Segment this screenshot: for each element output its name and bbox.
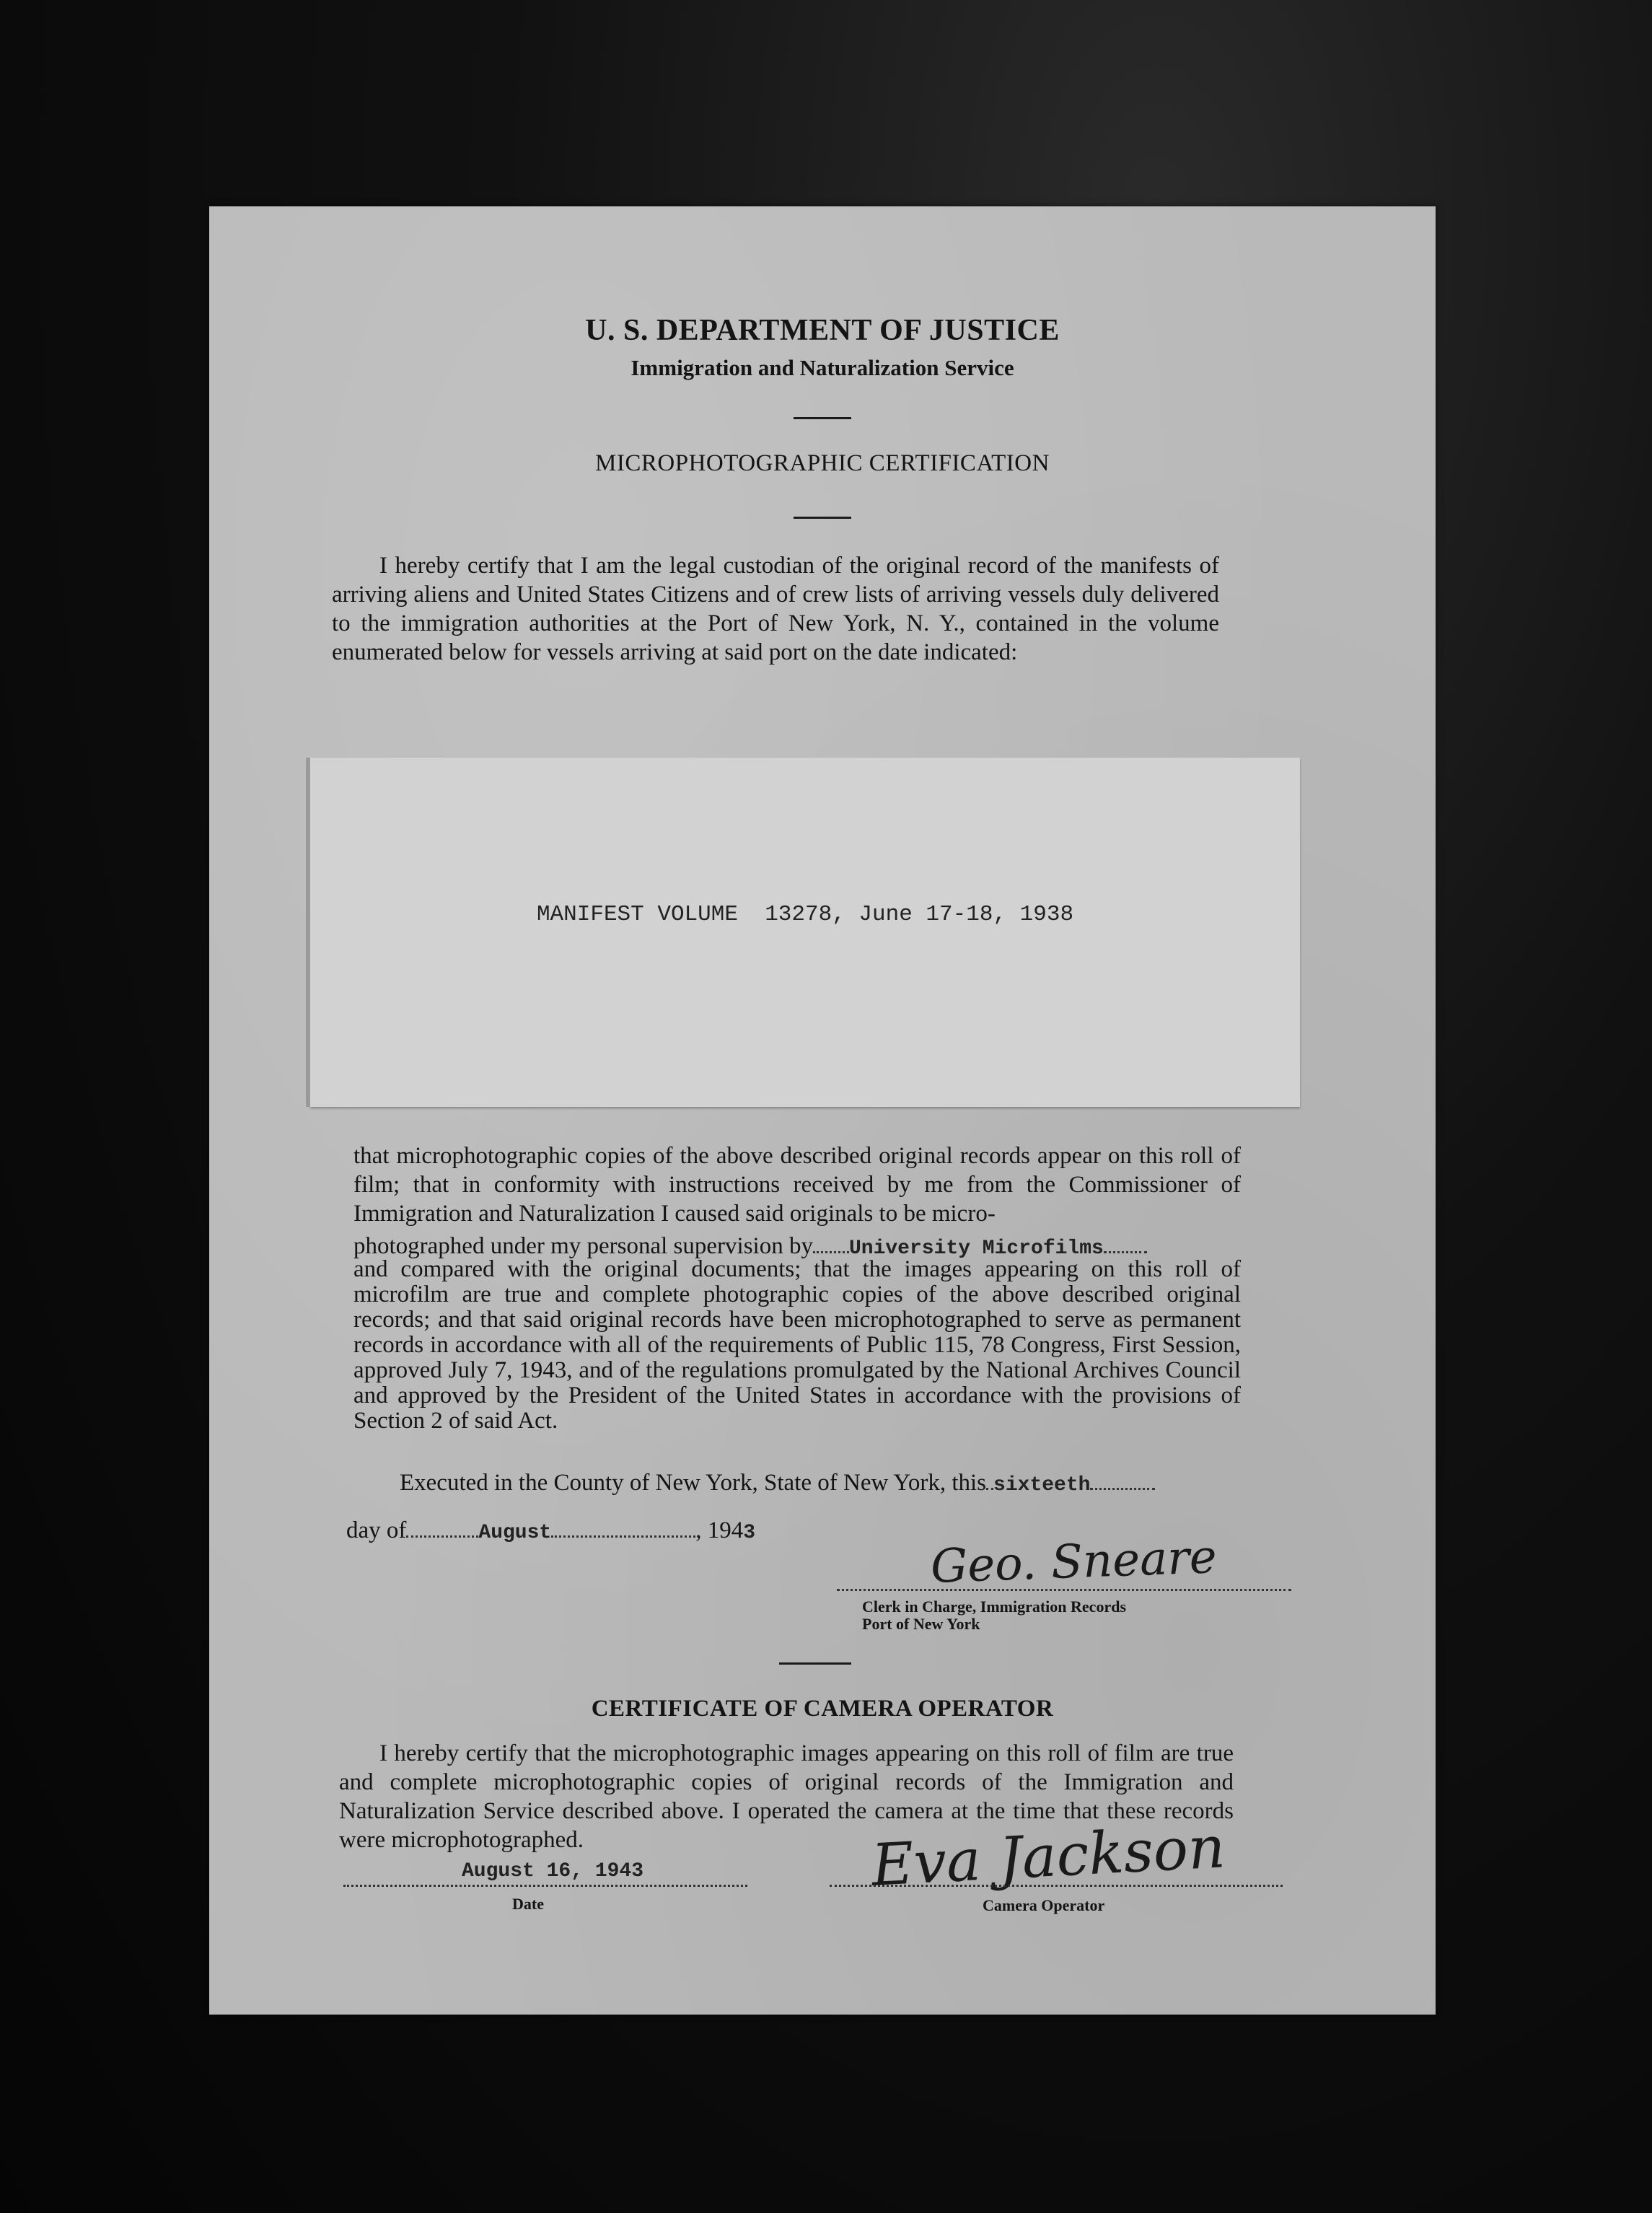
department-title: U. S. DEPARTMENT OF JUSTICE — [585, 314, 1060, 347]
operator-label: Camera Operator — [983, 1896, 1105, 1914]
certification-title: MICROPHOTOGRAPHIC CERTIFICATION — [595, 450, 1050, 476]
manifest-volume-text: MANIFEST VOLUME 13278, June 17-18, 1938 — [536, 902, 1074, 927]
clerk-title-line2: Port of New York — [862, 1615, 980, 1633]
camera-certificate-title: CERTIFICATE OF CAMERA OPERATOR — [591, 1696, 1054, 1722]
clerk-signature-line — [837, 1589, 1291, 1591]
day-of-label: day of — [346, 1517, 407, 1543]
manifest-slip — [310, 758, 1300, 1107]
supervision-prefix: photographed under my personal supervision by — [353, 1233, 813, 1259]
operator-signature: Eva Jackson — [869, 1813, 1227, 1899]
intro-paragraph: I hereby certify that I am the legal custodian of the original record of the manifests of arriving aliens and United States Citizens and of crew lists of arriving vessels duly delivered to the immigration authorities at the Port of New York, N. Y., contained in the volume enumerated below for vessels arriving at said port on the date indicated: — [332, 553, 1219, 665]
divider — [794, 417, 851, 419]
filmed-by-typed: University Microfilms — [848, 1237, 1104, 1260]
clerk-signature: Geo. Sneare — [929, 1530, 1218, 1594]
year-digit-typed: 3 — [743, 1522, 756, 1544]
body-paragraph-part1: that microphotographic copies of the above described original records appear on this roll of film; that in conformity with instructions received by me from the Commissioner of Immigration and Naturalization I caused said originals to be micro- — [353, 1143, 1241, 1227]
camera-date-typed: August 16, 1943 — [462, 1860, 644, 1883]
date-label: Date — [512, 1895, 544, 1913]
execution-prefix: Executed in the County of New York, State of New York, this — [400, 1470, 987, 1496]
execution-line — [400, 1466, 1155, 1496]
divider — [779, 1662, 851, 1665]
year-prefix: , 194 — [695, 1517, 744, 1543]
execution-day-typed: sixteeth — [993, 1474, 1091, 1496]
month-typed: August — [478, 1522, 552, 1544]
day-of-line — [346, 1514, 755, 1544]
date-line — [343, 1885, 747, 1887]
clerk-title-line1: Clerk in Charge, Immigration Records — [862, 1598, 1127, 1616]
supervision-line — [353, 1230, 1147, 1260]
camera-paragraph: I hereby certify that the microphotographic images appearing on this roll of film are true and complete microphotographic copies of original records of the Immigration and Naturalization Service described above. I operated the camera at the time that these records were microphotographed. — [339, 1740, 1234, 1853]
operator-signature-line — [830, 1885, 1283, 1887]
certificate-page — [209, 206, 1436, 2015]
service-subtitle: Immigration and Naturalization Service — [631, 355, 1014, 380]
divider — [794, 517, 851, 519]
body-paragraph-part3: and compared with the original documents; that the images appearing on this roll of microfilm are true and complete photographic copies of the above described original records; and that said original records have been microphotographed to serve as permanent records in accordance with all of the requirements of Public 115, 78 Congress, First Session, approved July 7, 1943, and of the regulations promulgated by the National Archives Council and approved by the President of the United States in accordance with the provisions of Section 2 of said Act. — [353, 1256, 1241, 1434]
